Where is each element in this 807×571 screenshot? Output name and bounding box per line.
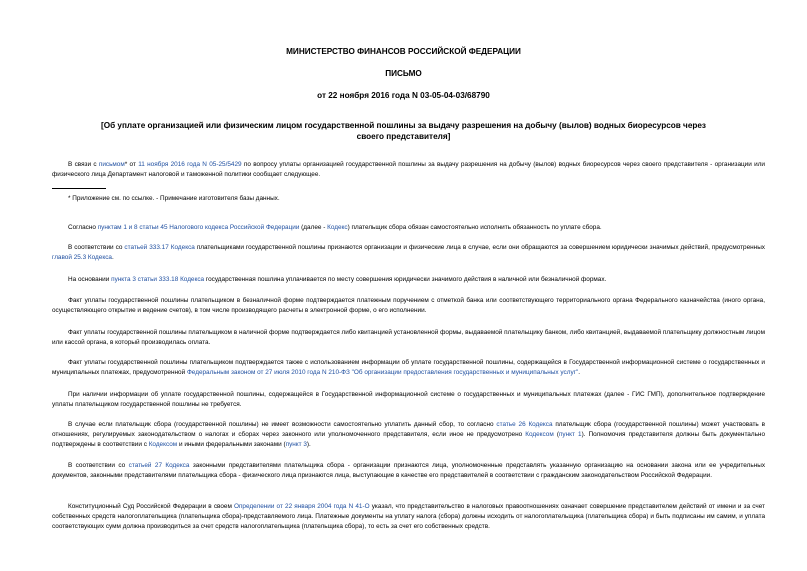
paragraph-text: В случае если плательщик сбора (государственной пошлины) не имеет возможности самостоятельно уплатить данный сбор, то согласно — [68, 421, 497, 428]
paragraph-10 — [52, 461, 765, 481]
paragraph-11 — [52, 502, 765, 533]
paragraph-text: На основании — [68, 276, 112, 283]
paragraph-9 — [52, 420, 765, 451]
footnote-divider — [52, 188, 106, 189]
paragraph-text: В соответствии со — [68, 244, 125, 251]
paragraph-text: Факт уплаты государственной пошлины плательщиком подтверждается также с использованием информации об уплате государственной пошлины, содержащейся в Государственной информационной системе о государственных и муниципальных платежах, предусмотренной — [52, 359, 765, 377]
paragraph-text: В соответствии со — [68, 462, 129, 469]
paragraph-8: При наличии информации об уплате государственной пошлины, содержащейся в Государственной информационной системе о государственных и муниципальных платежах (далее - ГИС ГМП), дополнительное подтверждение уплаты плательщиком государственной пошлины не требуется. — [52, 391, 765, 409]
link-article-27[interactable]: статьей 27 Кодекса — [128, 462, 190, 469]
paragraph-7 — [52, 358, 765, 378]
paragraph-text: государственная пошлина уплачивается по месту совершения юридически значимого действия в наличной или безналичной формах. — [204, 276, 607, 283]
paragraph-text: В связи с — [68, 161, 99, 168]
paragraph-1 — [52, 160, 765, 180]
paragraph-text: . — [111, 254, 114, 262]
paragraph-3 — [52, 243, 765, 263]
paragraph-text: по вопросу уплаты организацией государственной пошлины за выдачу разрешения на добычу (вылов) водных биоресурсов через своего представителя - организации или физического лица Департамент налоговой и таможенной политики сообщает следующее. — [52, 161, 765, 179]
link-chapter-25-3[interactable]: главой 25.3 Кодекса — [52, 254, 112, 262]
paragraph-text: плательщиками государственной пошлины признаются организации и физические лица в случае, если они обращаются за совершением юридически значимых действий, предусмотренных — [194, 244, 766, 251]
link-article-333-18[interactable]: пункта 3 статьи 333.18 Кодекса — [111, 276, 205, 283]
paragraph-text: ). Полномочия представителя должны быть документально подтверждены в соответствии с — [52, 431, 765, 449]
paragraph-text: законными представителями плательщика сбора - организации признаются лица, уполномоченные представлять указанную организацию на основании закона или ее учредительных документов, законными представителями плательщика сбора - физического лица признаются лица, выступающие в качестве его представителей в соответствии с гражданским законодательством Российской Федерации. — [52, 462, 766, 480]
paragraph-text: ) плательщик сбора обязан самостоятельно исполнить обязанность по уплате сбора. — [347, 224, 602, 231]
link-letter[interactable]: письмом — [98, 161, 125, 168]
paragraph-text: и иными федеральными законами ( — [177, 441, 286, 449]
paragraph-text: (далее - — [299, 224, 328, 231]
link-code[interactable]: Кодексом — [148, 441, 178, 449]
link-tax-code-article-45[interactable]: пунктам 1 и 8 статьи 45 Налогового кодекса Российской Федерации — [97, 224, 300, 231]
paragraph-text: Согласно — [68, 224, 98, 231]
document-date-number: от 22 ноября 2016 года N 03-05-04-03/68790 — [317, 91, 490, 100]
link-article-26[interactable]: статье 26 Кодекса — [496, 421, 553, 428]
paragraph-text: ). — [306, 441, 311, 449]
link-letter-date[interactable]: 11 ноября 2016 года N 05-25/5429 — [138, 161, 242, 168]
paragraph-4 — [52, 275, 765, 285]
link-article-333-17[interactable]: статьей 333.17 Кодекса — [124, 244, 195, 251]
link-code[interactable]: Кодексом — [525, 431, 554, 439]
document-type: ПИСЬМО — [385, 69, 422, 78]
paragraph-5: Факт уплаты государственной пошлины плательщиком в безналичной форме подтверждается платежным поручением с отметкой банка или соответствующего территориального органа Федерального казначейства (иного органа, осуществляющего открытие и ведение счетов), в том числе производящего расчеты в электронной форме, о его исполнении. — [52, 297, 765, 315]
paragraph-text: указал, что представительство в налоговых правоотношениях означает совершение представителем действий от имени и за счет собственных средств налогоплательщика (плательщика сбора)-представляемого лица. Платежные документы на уплату налога (сбора) должны исходить от налогоплательщика (плательщика сбора) и быть подписаны им самим, и уплата соответствующих сумм должна производиться за счет средств налогоплательщика (плательщика сбора), то есть за счет его собственных средств. — [52, 503, 765, 531]
link-code[interactable]: Кодекс — [327, 224, 348, 231]
paragraph-2 — [52, 223, 765, 233]
link-court-ruling-41-o[interactable]: Определении от 22 января 2004 года N 41-О — [234, 503, 370, 510]
paragraph-text: . — [578, 369, 581, 377]
paragraph-text: ( — [553, 431, 559, 439]
paragraph-text: Конституционный Суд Российской Федерации в своем — [68, 503, 234, 510]
ministry-title: МИНИСТЕРСТВО ФИНАНСОВ РОССИЙСКОЙ ФЕДЕРАЦИИ — [286, 47, 521, 56]
link-federal-law-210[interactable]: Федеральным законом от 27 июля 2010 года N 210-ФЗ "Об организации предоставления государственных и муниципальных услуг" — [186, 369, 579, 377]
link-point-1[interactable]: пункт 1 — [558, 431, 582, 439]
paragraph-6: Факт уплаты государственной пошлины плательщиком в наличной форме подтверждается либо квитанцией установленной формы, выдаваемой плательщику банком, либо квитанцией, выдаваемой плательщику должностным лицом или кассой органа, в который производилась оплата. — [52, 329, 765, 347]
paragraph-text: плательщик сбора (государственной пошлины) может участвовать в отношениях, регулируемых законодательством о налогах и сборах через законного или уполномоченного представителя, если иное не предусмотрено — [52, 421, 765, 439]
footnote: * Приложение см. по ссылке. - Примечание изготовителя базы данных. — [68, 195, 280, 202]
link-point-3[interactable]: пункт 3 — [285, 441, 307, 449]
paragraph-text: * от — [124, 161, 139, 168]
document-subject: [Об уплате организацией или физическим лицом государственной пошлины за выдачу разрешения на добычу (вылов) водных биоресурсов через своего представителя] — [101, 121, 706, 141]
